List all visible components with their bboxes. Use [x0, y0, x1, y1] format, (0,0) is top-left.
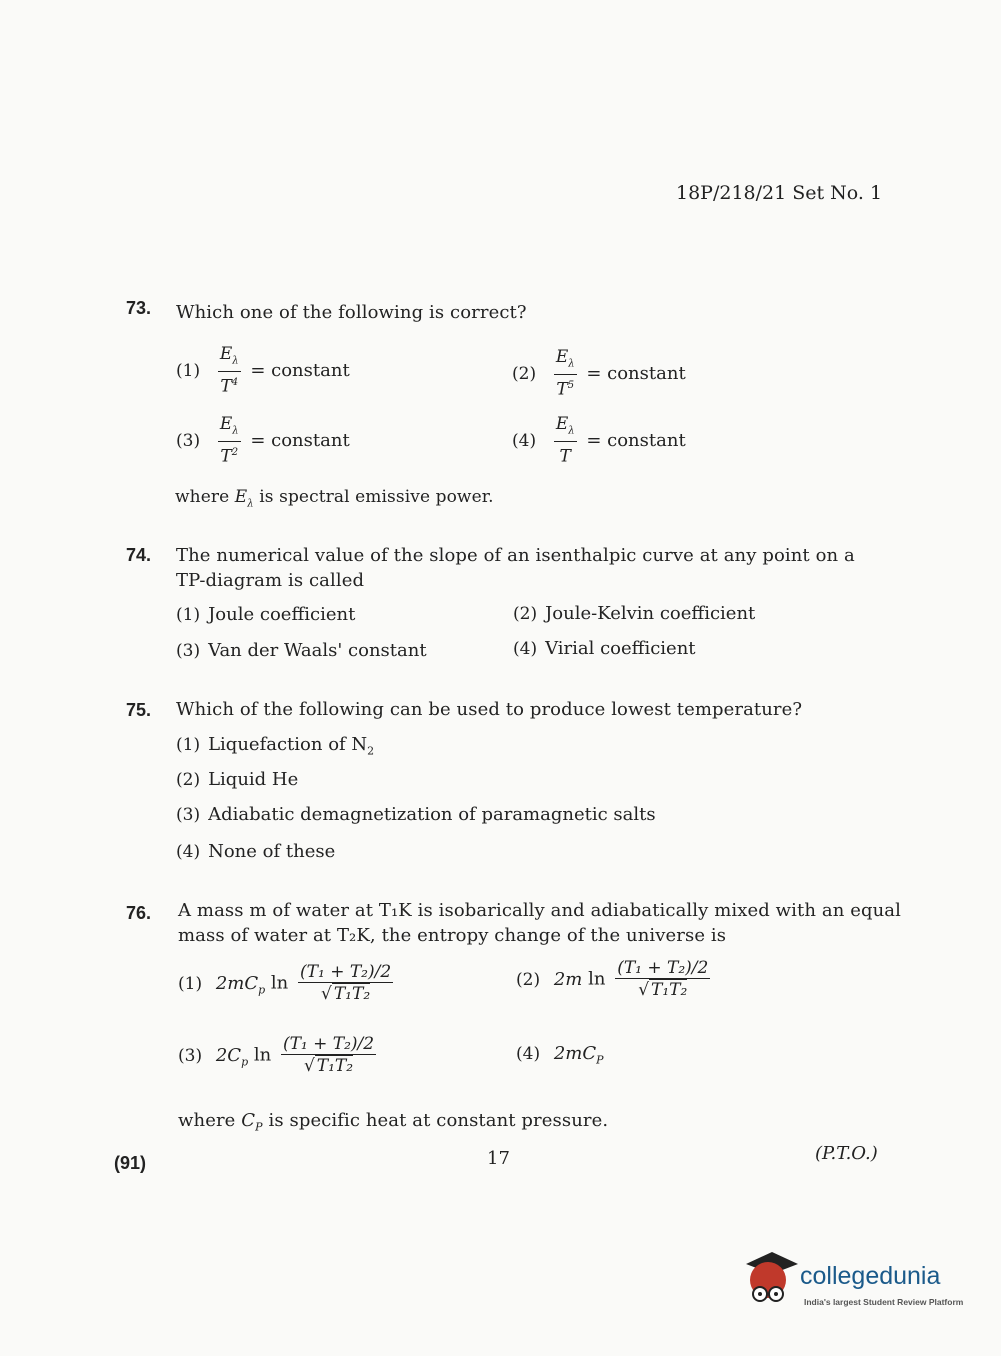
question-text: Which one of the following is correct? — [176, 302, 527, 323]
question-text-line-2: mass of water at T₂K, the entropy change of the universe is — [178, 925, 727, 946]
question-number: 73. — [126, 298, 152, 318]
question-number: 75. — [126, 700, 152, 720]
option-73-2: (2) $\frac{E_\lambda}{T^5}$ = constant — [512, 347, 686, 401]
option-74-4: (4) Virial coefficient — [513, 638, 696, 659]
page-number: 17 — [487, 1148, 510, 1169]
option-74-1: (1) Joule coefficient — [176, 604, 356, 625]
logo-tagline: India's largest Student Review Platform — [804, 1297, 964, 1307]
option-75-4: (4) None of these — [176, 841, 336, 862]
option-74-2: (2) Joule-Kelvin coefficient — [513, 603, 756, 624]
question-number: 76. — [126, 903, 152, 923]
paper-code: (91) — [114, 1153, 147, 1173]
option-74-3: (3) Van der Waals' constant — [176, 640, 427, 661]
option-75-2: (2) Liquid He — [176, 769, 299, 790]
option-73-1: (1) $\frac{E_\lambda}{T^4}$ = constant — [176, 344, 350, 398]
pto-label: (P.T.O.) — [815, 1143, 878, 1164]
option-75-3: (3) Adiabatic demagnetization of paramagnetic salts — [176, 804, 656, 825]
logo-wordmark: collegedunia — [800, 1262, 941, 1290]
question-note: where $C_P$ is specific heat at constant pressure. — [178, 1110, 609, 1134]
set-number: 18P/218/21 Set No. 1 — [676, 182, 883, 204]
question-text: Which of the following can be used to produce lowest temperature? — [176, 699, 803, 720]
question-text-line-2: TP-diagram is called — [176, 570, 365, 591]
option-76-1: (1) $2mC_p$ ln $\frac{\text{(T₁ + T₂)/2}}{\text{√ T₁T₂}}$ — [178, 962, 392, 1004]
option-76-3: (3) $2C_p$ ln $\frac{\text{(T₁ + T₂)/2}}{\text{√ T₁T₂}}$ — [178, 1034, 375, 1076]
option-76-4: (4) $2mC_P$ — [516, 1043, 604, 1067]
option-75-1: (1) Liquefaction of $N_2$ — [176, 734, 375, 758]
question-text-line-1: The numerical value of the slope of an isenthalpic curve at any point on a — [176, 545, 855, 566]
question-number: 74. — [126, 545, 152, 565]
option-76-2: (2) 2m ln $\frac{\text{(T₁ + T₂)/2}}{\text{√ T₁T₂}}$ — [516, 958, 709, 1000]
option-73-3: (3) $\frac{E_\lambda}{T^2}$ = constant — [176, 414, 350, 468]
question-text-line-1: A mass m of water at T₁K is isobarically and adiabatically mixed with an equal — [178, 900, 901, 921]
collegedunia-mascot-icon — [742, 1250, 800, 1310]
question-note: where $E_\lambda$ is spectral emissive power. — [175, 487, 494, 510]
option-73-4: (4) $\frac{E_\lambda}{T}$ = constant — [512, 414, 686, 468]
